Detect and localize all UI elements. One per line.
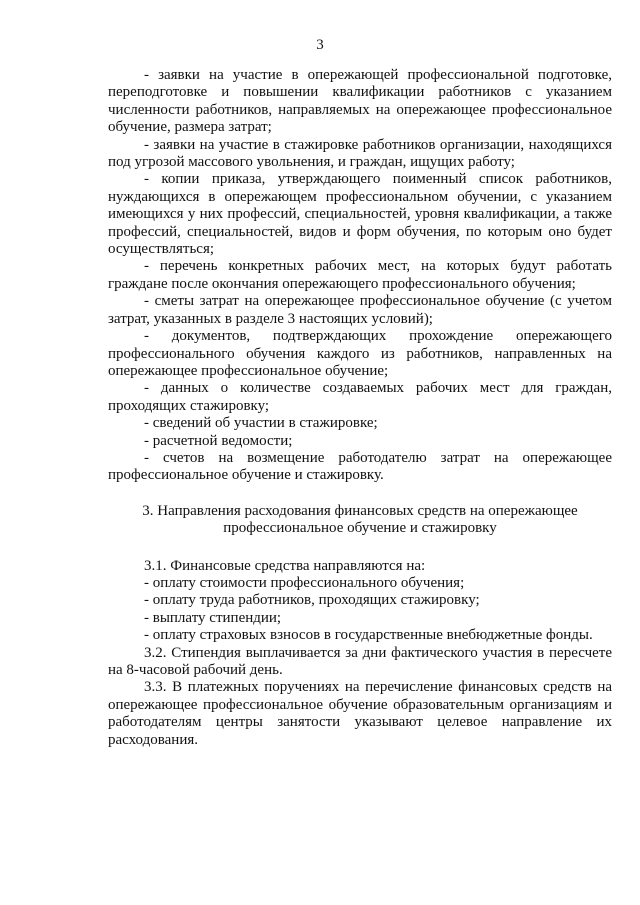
section-paragraph: 3.3. В платежных поручениях на перечисление финансовых средств на опережающее профессиональное обучение образовательным организациям и работодателям центры занятости указывают целевое направление их расходования. <box>108 679 612 748</box>
section-paragraph: - оплату труда работников, проходящих стажировку; <box>144 592 480 609</box>
section-heading-line: 3. Направления расходования финансовых средств на опережающее <box>142 502 578 519</box>
list-item: - сведений об участии в стажировке; <box>144 415 378 432</box>
list-item: - данных о количестве создаваемых рабочих мест для граждан, проходящих стажировку; <box>108 380 612 414</box>
list-item: - копии приказа, утверждающего поименный список работников, нуждающихся в опережающем профессиональном обучении, с указанием имеющихся у них профессий, специальностей, уровня квалификации, а также профессий, специальностей, видов и форм обучения, по которым оно будет осуществляться; <box>108 171 612 258</box>
list-item: - заявки на участие в опережающей профессиональной подготовке, переподготовке и повышении квалификации работников с указанием численности работников, направляемых на опережающее профессиональное обучение, размера затрат; <box>108 67 612 136</box>
section-paragraph: 3.2. Стипендия выплачивается за дни фактического участия в пересчете на 8-часовой рабочий день. <box>108 644 612 678</box>
page-number: 3 <box>316 37 324 53</box>
list-item: - документов, подтверждающих прохождение опережающего профессионального обучения каждого из работников, направленных на опережающее профессиональное обучение; <box>108 328 612 379</box>
section-paragraph: - выплату стипендии; <box>144 609 282 626</box>
list-item: - перечень конкретных рабочих мест, на которых будут работать граждане после окончания опережающего профессионального обучения; <box>108 258 612 292</box>
section-heading <box>108 503 612 538</box>
section-paragraph: - оплату стоимости профессионального обучения; <box>144 574 465 591</box>
list-item: - счетов на возмещение работодателю затрат на опережающее профессиональное обучение и стажировку. <box>108 449 612 484</box>
document-body <box>108 67 612 749</box>
section-paragraph: - оплату страховых взносов в государственные внебюджетные фонды. <box>144 627 593 644</box>
section-paragraph: 3.1. Финансовые средства направляются на: <box>144 557 426 574</box>
section-heading-line: профессиональное обучение и стажировку <box>223 520 497 537</box>
list-item: - сметы затрат на опережающее профессиональное обучение (с учетом затрат, указанных в разделе 3 настоящих условий); <box>108 293 612 327</box>
list-item: - расчетной ведомости; <box>144 432 293 449</box>
list-item: - заявки на участие в стажировке работников организации, находящихся под угрозой массового увольнения, и граждан, ищущих работу; <box>108 136 612 171</box>
